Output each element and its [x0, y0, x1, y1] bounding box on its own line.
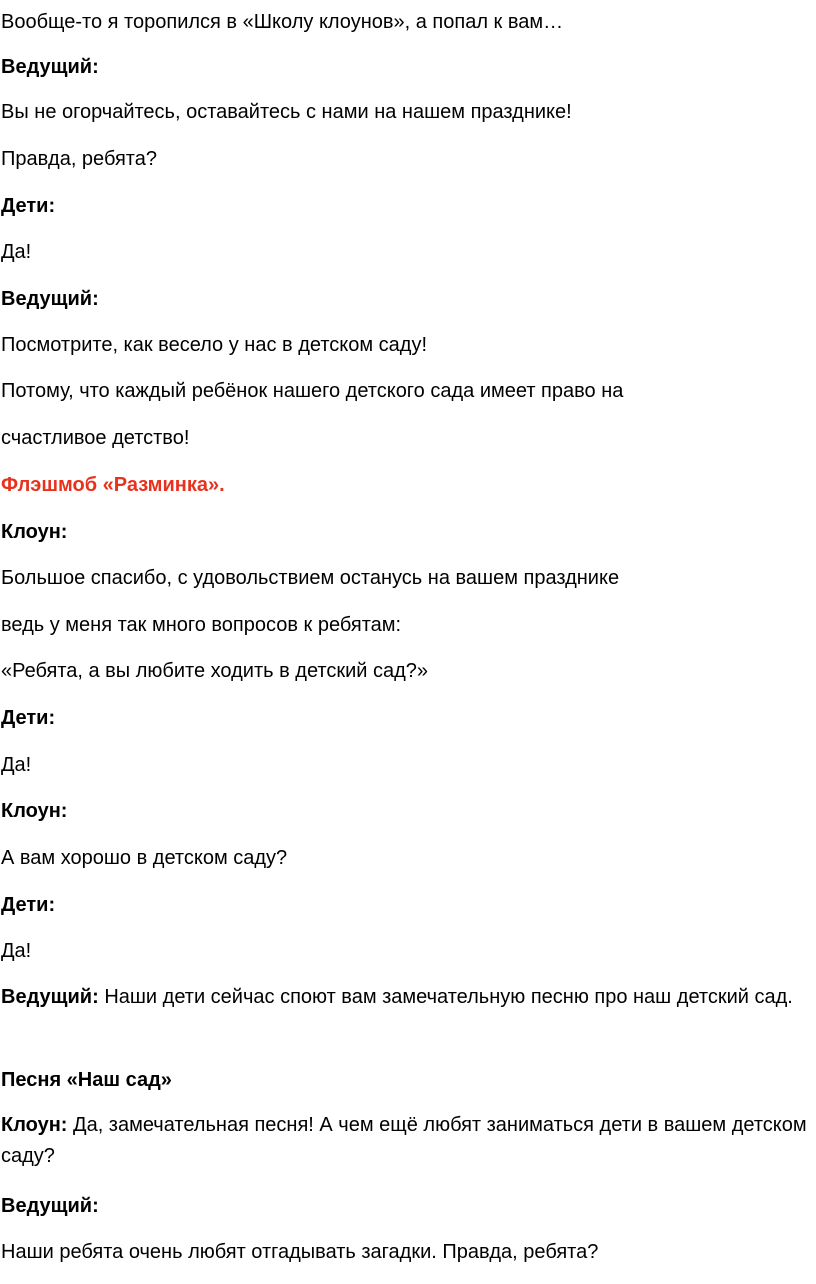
line-text: Да!: [1, 940, 32, 962]
line-text: Вы не огорчайтесь, оставайтесь с нами на нашем празднике!: [1, 101, 572, 123]
line-text: Посмотрите, как весело у нас в детском саду!: [1, 334, 428, 356]
line-text: счастливое детство!: [1, 427, 190, 449]
heading-text: Флэшмоб «Разминка».: [1, 474, 225, 496]
text-line: [1, 99, 572, 125]
dialogue-paragraph: [1, 1110, 811, 1172]
line-text: ведь у меня так много вопросов к ребятам:: [1, 614, 402, 636]
text-line: [1, 332, 427, 358]
speaker-name: Песня «Наш сад»: [1, 1069, 172, 1091]
text-line: [1, 146, 157, 172]
line-text: Наши дети сейчас споют вам замечательную песню про наш детский сад.: [98, 986, 793, 1008]
song-title: [1, 1067, 172, 1093]
dialogue-paragraph: [1, 982, 811, 1013]
speaker-label: [1, 519, 67, 545]
line-text: Большое спасибо, с удовольствием останусь на вашем празднике: [1, 567, 620, 589]
speaker-name: Ведущий:: [1, 288, 99, 310]
speaker-name: Дети:: [1, 707, 56, 729]
speaker-name: Дети:: [1, 894, 56, 916]
line-text: Правда, ребята?: [1, 148, 157, 170]
speaker-label: [1, 1193, 99, 1219]
text-line: [1, 425, 189, 451]
speaker-name: Клоун:: [1, 800, 68, 822]
text-line: [1, 565, 619, 591]
speaker-name: Клоун:: [1, 521, 68, 543]
line-text: А вам хорошо в детском саду?: [1, 847, 288, 869]
speaker-name: Ведущий:: [1, 986, 99, 1008]
text-line: [1, 658, 428, 684]
speaker-name: Дети:: [1, 195, 56, 217]
text-line: [1, 612, 401, 638]
speaker-label: [1, 892, 55, 918]
text-line: [1, 845, 287, 871]
speaker-label: [1, 798, 67, 824]
text-line: [1, 378, 623, 404]
section-heading: [1, 472, 225, 498]
text-line: [1, 239, 31, 265]
speaker-label: [1, 286, 99, 312]
speaker-label: [1, 705, 55, 731]
speaker-name: Ведущий:: [1, 56, 99, 78]
line-text: Да!: [1, 754, 32, 776]
text-line: [1, 938, 31, 964]
text-line: [1, 1239, 598, 1265]
line-text: Потому, что каждый ребёнок нашего детского сада имеет право на: [1, 380, 624, 402]
speaker-name: Клоун:: [1, 1114, 68, 1136]
text-line: [1, 752, 31, 778]
speaker-label: [1, 54, 99, 80]
line-text: Да!: [1, 241, 32, 263]
speaker-name: Ведущий:: [1, 1195, 99, 1217]
line-text: Наши ребята очень любят отгадывать загадки. Правда, ребята?: [1, 1241, 599, 1263]
line-text: «Ребята, а вы любите ходить в детский сад?»: [1, 660, 429, 682]
text-line: [1, 9, 563, 35]
line-text: Да, замечательная песня! А чем ещё любят заниматься дети в вашем детском саду?: [1, 1114, 807, 1167]
speaker-label: [1, 193, 55, 219]
line-text: Вообще-то я торопился в «Школу клоунов», а попал к вам…: [1, 11, 564, 33]
